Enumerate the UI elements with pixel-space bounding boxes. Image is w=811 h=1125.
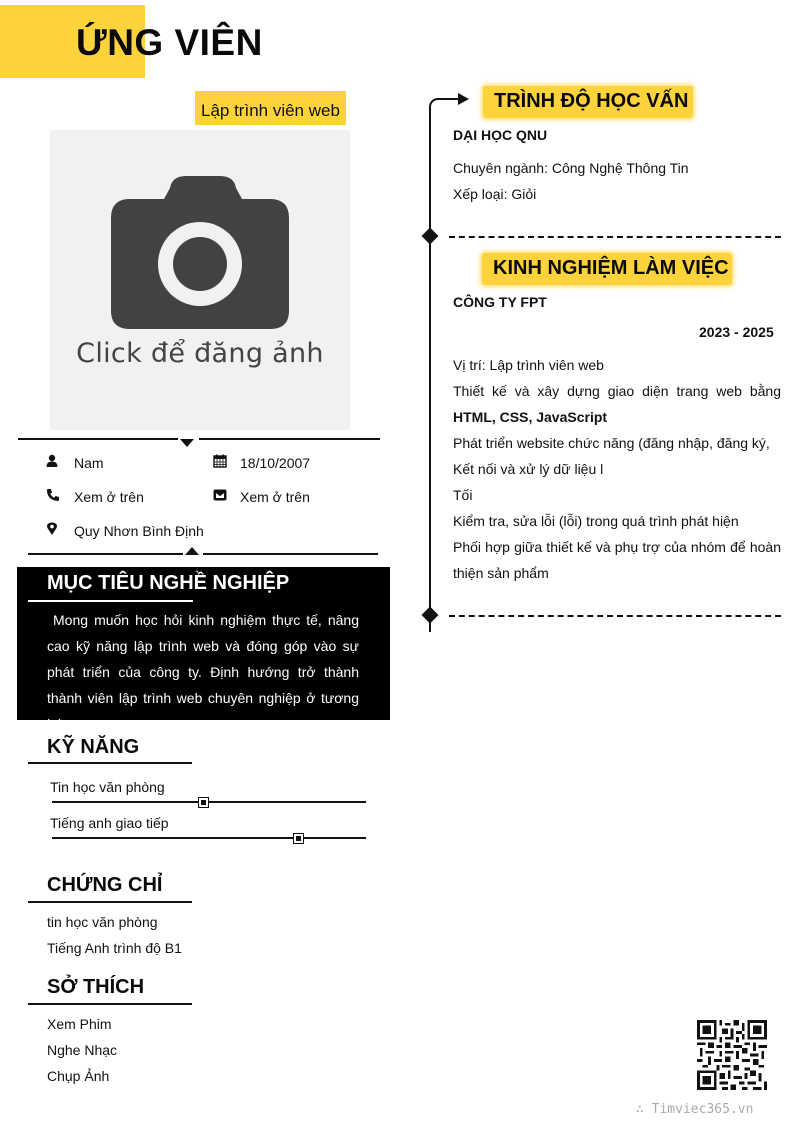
qr-code-icon: [697, 1020, 767, 1090]
certificates-underline: [28, 901, 192, 903]
address-value[interactable]: Quy Nhơn Bình Định: [74, 523, 204, 539]
experience-title: KINH NGHIỆM LÀM VIỆC: [493, 257, 729, 279]
triangle-down-icon: [180, 439, 194, 447]
envelope-icon: [213, 488, 227, 502]
objective-underline: [28, 600, 193, 602]
user-icon: [46, 454, 60, 468]
skill-level-handle[interactable]: [293, 833, 304, 844]
experience-period[interactable]: 2023 - 2025: [699, 324, 774, 340]
timeline-diamond-icon: [422, 607, 439, 624]
objective-title: MỤC TIÊU NGHỀ NGHIỆP: [47, 572, 290, 594]
divider: [18, 438, 178, 440]
skills-underline: [28, 762, 192, 764]
phone-value[interactable]: Xem ở trên: [74, 489, 144, 505]
experience-desc-line: Kết nối và xử lý dữ liệu l: [453, 461, 604, 477]
divider: [199, 438, 380, 440]
birthday-value[interactable]: 18/10/2007: [240, 455, 311, 471]
timeline-line: [429, 112, 431, 632]
timeline-arrow-line: [443, 98, 459, 100]
objective-text[interactable]: Mong muốn học hỏi kinh nghiệm thực tế, nâng cao kỹ năng lập trình web và đóng góp vào sự phát triển của công ty. Định hướng trở thành thành viên lập trình web chuyên nghiệp ở tương lai.: [47, 612, 359, 732]
watermark: ∴ Timviec365.vn: [636, 1102, 754, 1117]
experience-role: Vị trí: Lập trình viên web: [453, 357, 604, 373]
hobby-item[interactable]: Chụp Ảnh: [47, 1068, 110, 1084]
skill-bar: [52, 837, 366, 839]
experience-desc-text: Thiết kế và xây dựng giao diện trang web bằng: [453, 383, 781, 399]
certificate-item[interactable]: Tiếng Anh trình độ B1: [47, 940, 182, 956]
experience-desc-line: Phát triển website chức năng (đăng nhập, đăng ký,: [453, 435, 770, 451]
photo-upload-label: Click để đăng ảnh: [76, 338, 324, 369]
hobbies-underline: [28, 1003, 192, 1005]
skills-title: KỸ NĂNG: [47, 736, 140, 758]
map-marker-icon: [45, 522, 59, 536]
job-position[interactable]: Lập trình viên web: [195, 91, 346, 125]
divider: [203, 553, 378, 555]
gender-value[interactable]: Nam: [74, 455, 104, 471]
timeline-corner: [429, 98, 445, 114]
experience-desc-line: [453, 378, 781, 404]
email-value[interactable]: Xem ở trên: [240, 489, 310, 505]
timeline-diamond-icon: [422, 228, 439, 245]
camera-icon: [110, 174, 290, 330]
experience-desc-line: Phối hợp giữa thiết kế và phụ trợ của nhóm để hoàn thiện sản phẩm: [453, 539, 781, 581]
hobbies-title: SỞ THÍCH: [47, 976, 145, 998]
experience-description[interactable]: [453, 352, 781, 586]
education-title: TRÌNH ĐỘ HỌC VẤN: [494, 90, 689, 112]
hobby-item[interactable]: Nghe Nhạc: [47, 1042, 118, 1058]
phone-icon: [46, 488, 60, 502]
hobby-item[interactable]: Xem Phim: [47, 1016, 112, 1032]
divider: [28, 553, 183, 555]
dashed-divider: [449, 236, 781, 238]
experience-tech-stack: HTML, CSS, JavaScript: [453, 409, 608, 425]
candidate-name[interactable]: ỨNG VIÊN: [76, 22, 263, 63]
experience-desc-line: Kiểm tra, sửa lỗi (lỗi) trong quá trình phát hiện: [453, 513, 739, 529]
education-major[interactable]: Chuyên ngành: Công Nghệ Thông Tin: [453, 160, 689, 176]
skill-name[interactable]: Tin học văn phòng: [50, 779, 165, 795]
education-grade[interactable]: Xếp loại: Giỏi: [453, 186, 537, 202]
education-school[interactable]: DẠI HỌC QNU: [453, 127, 548, 143]
calendar-icon: [213, 454, 227, 468]
skill-bar: [52, 801, 366, 803]
skill-level-handle[interactable]: [198, 797, 209, 808]
skill-name[interactable]: Tiếng anh giao tiếp: [50, 815, 169, 831]
dashed-divider: [449, 615, 781, 617]
photo-upload[interactable]: [50, 130, 350, 430]
certificates-title: CHỨNG CHỈ: [47, 874, 163, 896]
experience-company[interactable]: CÔNG TY FPT: [453, 294, 547, 310]
certificate-item[interactable]: tin học văn phòng: [47, 914, 158, 930]
experience-desc-line: Tối: [453, 487, 473, 503]
triangle-up-icon: [185, 547, 199, 555]
arrow-right-icon: [458, 93, 469, 105]
career-objective-section: [17, 567, 390, 732]
